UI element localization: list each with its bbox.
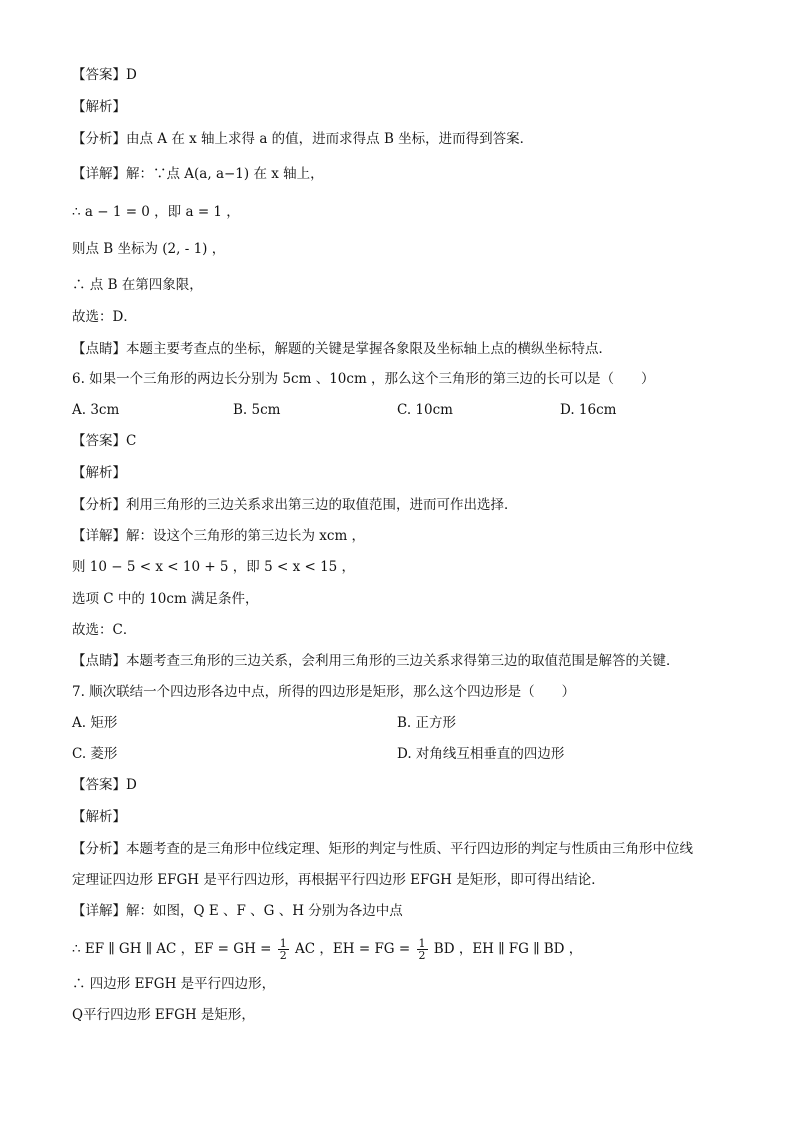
step-7-1	[72, 934, 582, 964]
fraction-numerator: 1	[418, 937, 426, 950]
step-5-2: 则点 B 坐标为 (2, - 1) ，	[72, 241, 226, 257]
step-7-2: ∴ 四边形 EFGH 是平行四边形，	[72, 976, 276, 992]
step-5-3: ∴ 点 B 在第四象限，	[72, 277, 203, 293]
step-7-3: Q平行四边形 EFGH 是矩形，	[72, 1007, 255, 1023]
step-7-1-part-a: ∴ EF ∥ GH ∥ AC ，EF = GH =	[72, 941, 272, 957]
fenxi-5: 【分析】由点 A 在 x 轴上求得 a 的值，进而求得点 B 坐标，进而得到答案．	[72, 131, 534, 147]
question-6-stem: 6. 如果一个三角形的两边长分别为 5cm 、10cm ，那么这个三角形的第三边的长可以是（ ）	[72, 371, 655, 387]
fraction-denominator: 2	[418, 949, 426, 962]
fraction-one-half-a	[278, 938, 289, 961]
step-6-1: 则 10 − 5 < x < 10 + 5 ，即 5 < x < 15 ，	[72, 559, 356, 575]
question-7-stem: 7. 顺次联结一个四边形各边中点，所得的四边形是矩形，那么这个四边形是（ ）	[72, 684, 576, 700]
q7-option-c: C. 菱形	[72, 746, 118, 762]
q7-option-a: A. 矩形	[72, 715, 118, 731]
analysis-label-6: 【解析】	[72, 465, 126, 481]
step-7-1-part-c: BD ，EH ∥ FG ∥ BD ，	[433, 941, 583, 957]
detail-7: 【详解】解：如图，Q E 、F 、G 、H 分别为各边中点	[72, 903, 403, 919]
q6-option-b: B. 5cm	[233, 402, 281, 418]
choose-6: 故选：C．	[72, 622, 137, 638]
step-6-2: 选项 C 中的 10cm 满足条件，	[72, 591, 259, 607]
detail-5: 【详解】解：∵点 A(a, a−1) 在 x 轴上，	[72, 166, 324, 182]
comment-6: 【点睛】本题考查三角形的三边关系，会利用三角形的三边关系求得第三边的取值范围是解答的关键．	[72, 653, 680, 669]
q6-option-a: A. 3cm	[72, 402, 120, 418]
detail-6: 【详解】解：设这个三角形的第三边长为 xcm ，	[72, 528, 366, 544]
step-5-1: ∴ a − 1 = 0 ，即 a = 1 ，	[72, 204, 240, 220]
q6-option-d: D. 16cm	[560, 402, 617, 418]
fenxi-6: 【分析】利用三角形的三边关系求出第三边的取值范围，进而可作出选择．	[72, 497, 518, 513]
comment-5: 【点睛】本题主要考查点的坐标，解题的关键是掌握各象限及坐标轴上点的横纵坐标特点．	[72, 341, 612, 357]
q6-option-c: C. 10cm	[397, 402, 453, 418]
analysis-label-5: 【解析】	[72, 99, 126, 115]
fenxi-7-line1: 【分析】本题考查的是三角形中位线定理、矩形的判定与性质、平行四边形的判定与性质由三角形中位线	[72, 841, 693, 857]
analysis-label-7: 【解析】	[72, 809, 126, 825]
fraction-one-half-b	[417, 938, 428, 961]
step-7-1-part-b: AC ，EH = FG =	[295, 941, 411, 957]
fenxi-7-line2: 定理证四边形 EFGH 是平行四边形，再根据平行四边形 EFGH 是矩形，即可得出结论．	[72, 872, 605, 888]
fraction-denominator: 2	[279, 949, 287, 962]
fraction-numerator: 1	[279, 937, 287, 950]
q7-option-b: B. 正方形	[397, 715, 457, 731]
answer-7: 【答案】D	[72, 777, 137, 793]
answer-5: 【答案】D	[72, 67, 137, 83]
answer-6: 【答案】C	[72, 433, 137, 449]
choose-5: 故选：D．	[72, 309, 137, 325]
q7-option-d: D. 对角线互相垂直的四边形	[397, 746, 565, 762]
